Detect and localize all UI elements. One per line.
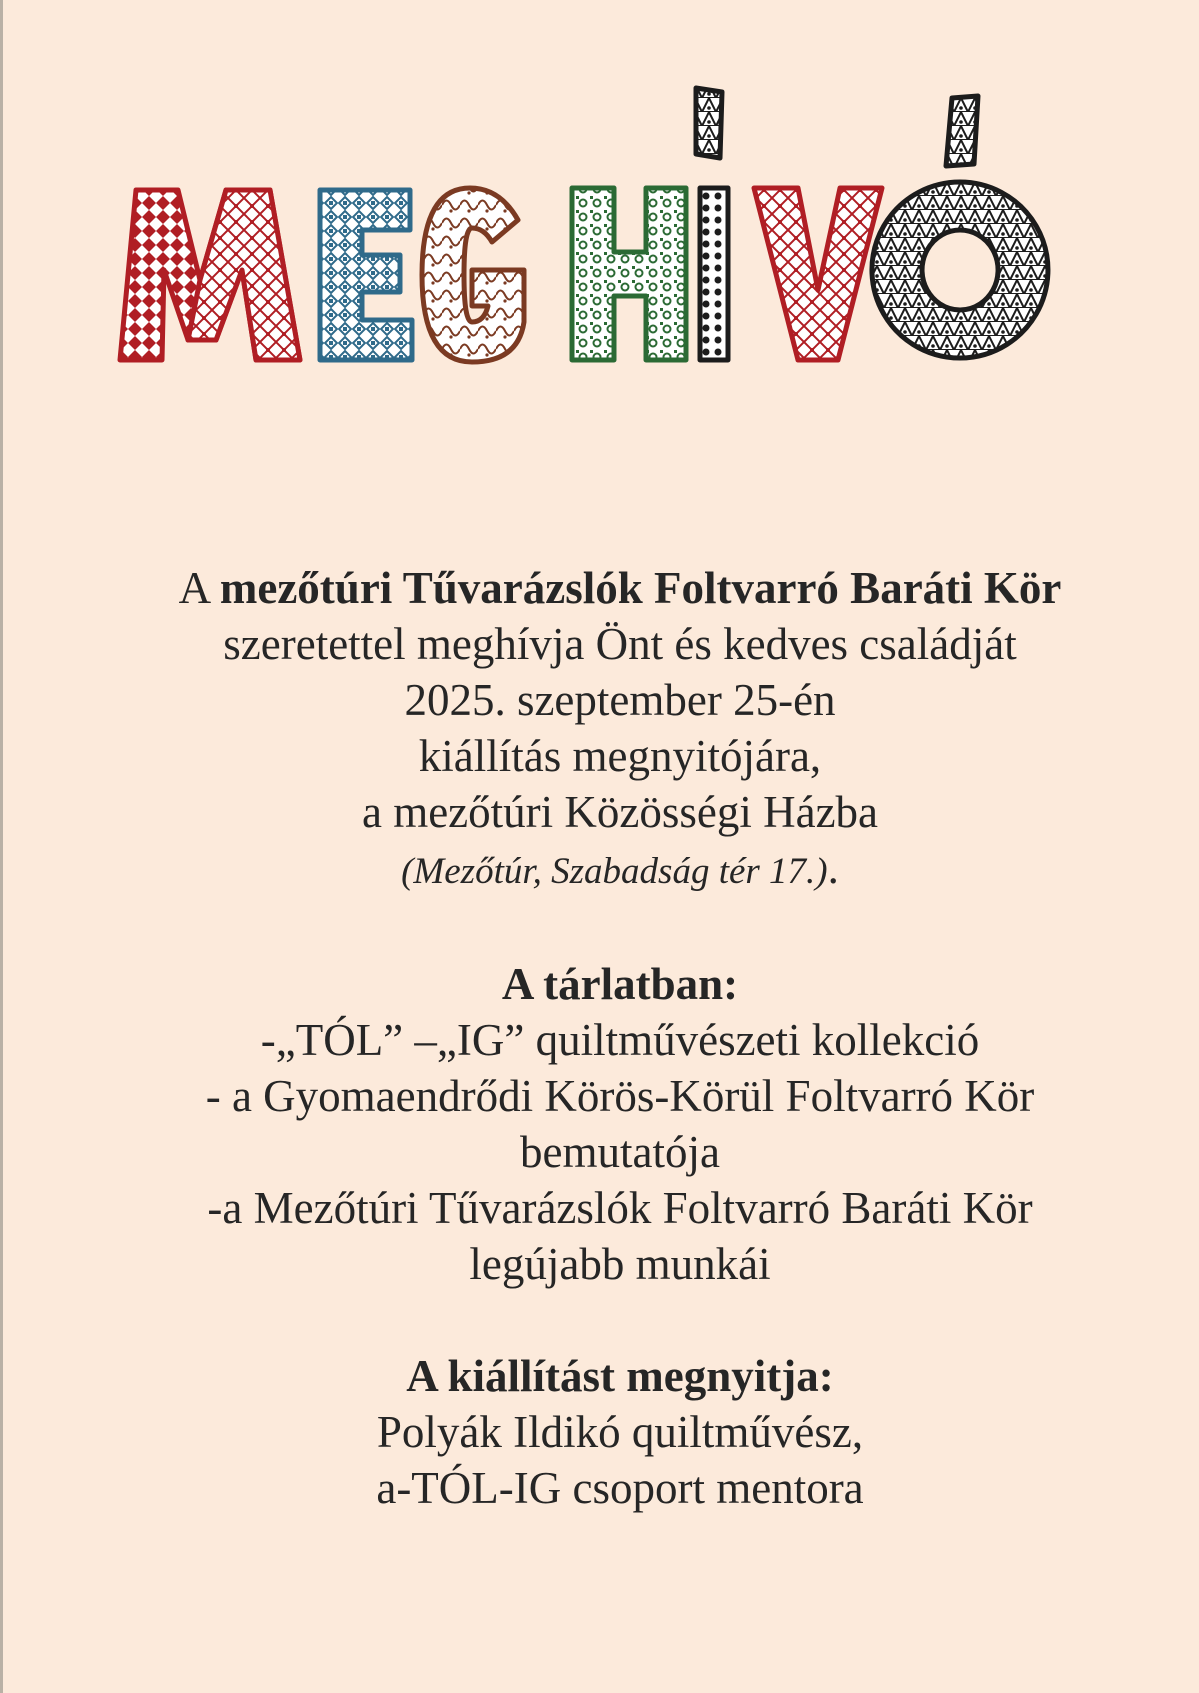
opening-section: [40, 1348, 1199, 1516]
intro-section: [40, 560, 1199, 900]
intro-prefix: A: [178, 563, 220, 613]
event-date: 2025. szeptember 25-én: [404, 675, 836, 725]
letter-v: [754, 188, 882, 360]
opener-name: Polyák Ildikó quiltművész,: [376, 1407, 864, 1457]
exhibition-item: -a Mezőtúri Tűvarázslók Foltvarró Baráti Kör: [207, 1183, 1033, 1233]
letter-h: [572, 188, 686, 360]
intro-line-4: kiállítás megnyitójára,: [418, 731, 822, 781]
address: (Mezőtúr, Szabadság tér 17.): [401, 851, 828, 892]
letter-g: [422, 188, 524, 362]
host-organization: mezőtúri Tűvarázslók Foltvarró Baráti Kör: [219, 563, 1062, 613]
exhibition-item: - a Gyomaendrődi Körös-Körül Foltvarró Kör: [205, 1071, 1035, 1121]
exhibition-item: -„TÓL” –„IG” quiltművészeti kollekció: [260, 1015, 980, 1065]
exhibition-heading: A tárlatban:: [501, 959, 739, 1009]
address-line: [40, 840, 1199, 900]
exhibition-item: bemutatója: [520, 1127, 720, 1177]
venue: a mezőtúri Közösségi Házba: [361, 787, 879, 837]
spacer: [40, 1292, 1199, 1348]
page-edge: [0, 0, 3, 1693]
letter-m: [120, 190, 300, 360]
exhibition-section: [40, 956, 1199, 1292]
meghivo-pattern-lettering: [100, 70, 1180, 410]
page-title: [100, 70, 1180, 410]
letter-o-accent: [872, 96, 1048, 358]
letter-i-accent: [696, 88, 728, 360]
exhibition-item: legújabb munkái: [469, 1239, 771, 1289]
letter-e: [320, 190, 412, 360]
spacer: [40, 900, 1199, 956]
address-suffix: .: [827, 843, 839, 893]
opening-heading: A kiállítást megnyitja:: [406, 1351, 834, 1401]
invitation-body: [40, 560, 1199, 1516]
opener-role: a-TÓL-IG csoport mentora: [376, 1463, 864, 1513]
intro-line-1: [40, 560, 1199, 616]
intro-line-2: szeretettel meghívja Önt és kedves családját: [223, 619, 1017, 669]
